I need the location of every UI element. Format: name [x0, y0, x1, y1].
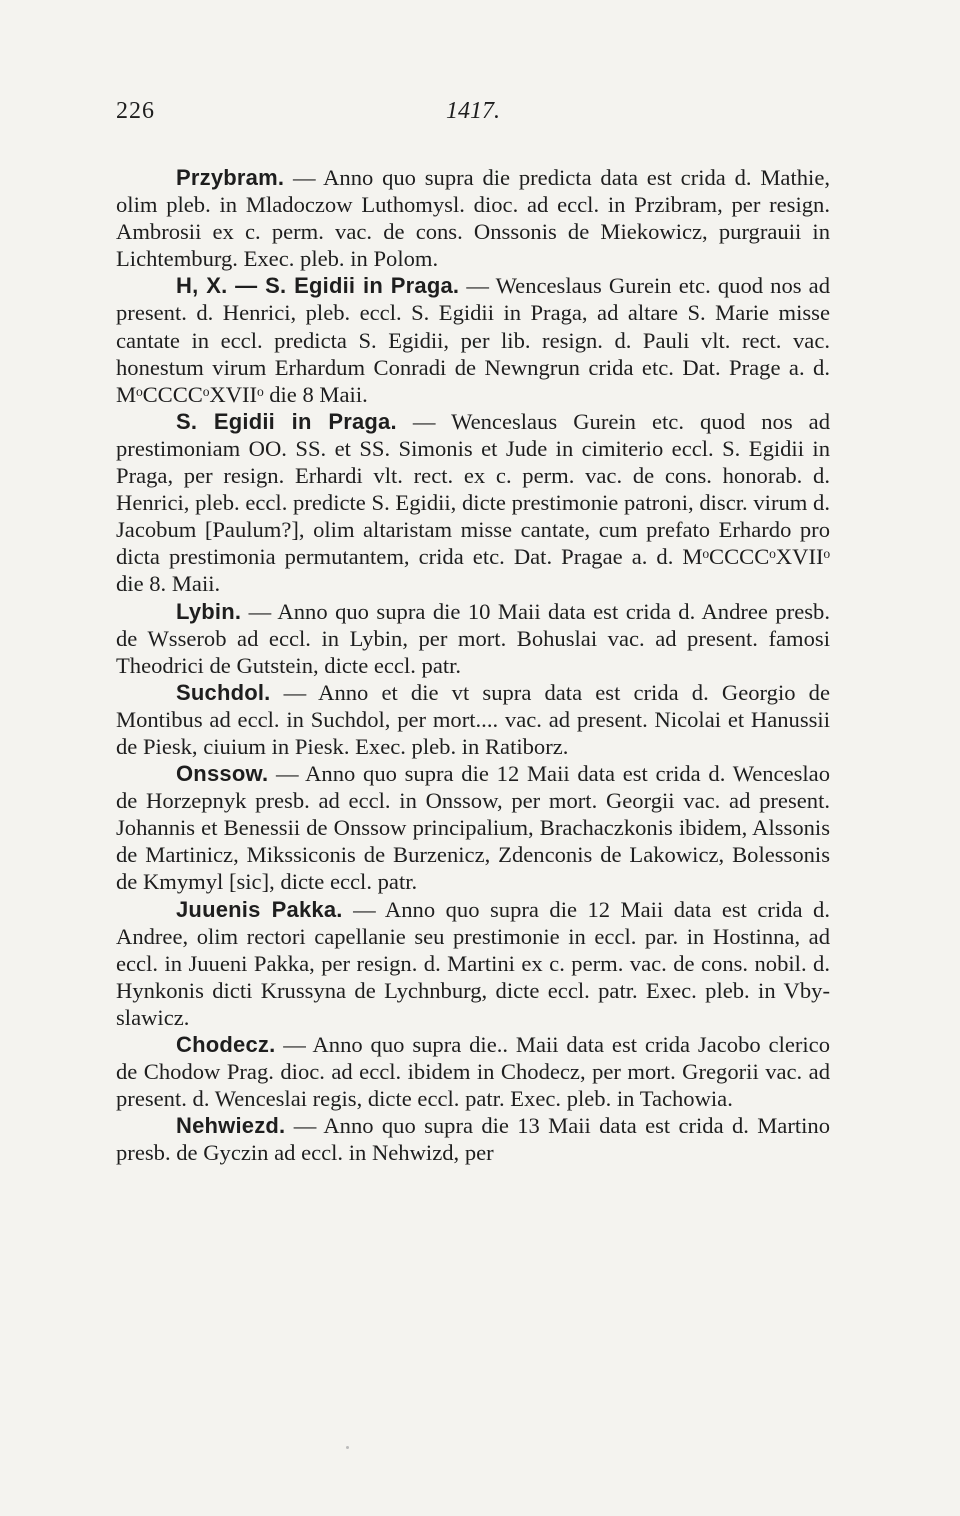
entry-heading: S. Egidii in Praga. [176, 408, 397, 434]
entry-lybin [116, 598, 830, 679]
page-header [116, 98, 830, 134]
entry-chodecz [116, 1031, 830, 1112]
entry-text: — Anno quo supra die predicta data est crida d. Mathie, olim pleb. in Mladoczow Luthomysl. dioc. ad eccl. in Przibram, per resign. Ambrosii ex c. perm. vac. de cons. Onssonis de Miekowicz, purgrauii in Lichtemburg. Exec. pleb. in Polom. [116, 165, 830, 272]
entry-s-egidii-1 [116, 272, 830, 407]
entry-juuenis-pakka [116, 896, 830, 1031]
entry-text: — Wenceslaus Gurein etc. quod nos ad prestimoniam OO. SS. et SS. Simonis et Jude in cimiterio eccl. S. Egidii in Praga, per resign. Erhardi vlt. rect. ex c. perm. vac. de cons. honorab. d. Henrici, pleb. eccl. predicte S. Egidii, dicte prestimonie patroni, discr. virum d. Jacobum [Paulum?], olim altaristam misse cantate, cum prefato Erhardo pro dicta prestimonia permutantem, crida etc. Dat. Pragae a. d. MᵒCCCCᵒXVIIᵒ die 8. Maii. [116, 408, 830, 597]
entry-text: — Anno quo supra die 12 Maii data est crida d. Andree, olim rectori capellanie seu prestimonie in eccl. par. in Hostinna, ad eccl. in Juueni Pakka, per resign. d. Martini ex c. perm. vac. de cons. nobil. d. Hynkonis dicti Krussyna de Lychnburg, dicte eccl. patr. Exec. pleb. in Vbyslawicz. [116, 896, 830, 1030]
entry-przybram [116, 164, 830, 272]
running-head-year: 1417. [446, 98, 500, 124]
entry-heading: Przybram. [176, 165, 285, 190]
entry-text: — Anno quo supra die 10 Maii data est crida d. Andree presb. de Wsserob ad eccl. in Lybin, per mort. Bohuslai vac. ad present. famosi Theodrici de Gutstein, dicte eccl. patr. [116, 598, 830, 678]
entry-heading: Lybin. [176, 598, 242, 624]
entry-s-egidii-2 [116, 408, 830, 598]
page-number: 226 [116, 98, 155, 124]
entry-text: — Anno quo supra die.. Maii data est crida Jacobo clerico de Chodow Prag. dioc. ad eccl. ibidem in Chodecz, per mort. Gregorii vac. ad present. d. Wenceslai regis, dicte eccl. patr. Exec. pleb. in Tachowia. [116, 1032, 830, 1112]
entry-heading: H, X. — S. Egidii in Praga. [176, 273, 460, 299]
entry-heading: Nehwiezd. [176, 1113, 286, 1139]
body-text [116, 164, 830, 1166]
entry-nehwiezd [116, 1112, 830, 1166]
entry-text: — Anno quo supra die 12 Maii data est crida d. Wenceslao de Horzepnyk presb. ad eccl. in Onssow, per mort. Georgii vac. ad present. Johannis et Benessii de Onssow principalium, Brachaczkonis ibidem, Alssonis de Martinicz, Mikssiconis de Burzenicz, Zdenconis de Lakowicz, Bolessonis de Kmymyl [sic], dicte eccl. patr. [116, 761, 830, 895]
entry-text: — Anno quo supra die 13 Maii data est crida d. Martino presb. de Gyczin ad eccl. in Nehwizd, per [116, 1113, 830, 1166]
entry-onssow [116, 760, 830, 895]
entry-heading: Suchdol. [176, 679, 271, 705]
scan-speck [346, 1446, 349, 1449]
entry-heading: Juuenis Pakka. [176, 896, 343, 922]
entry-text: — Wenceslaus Gurein etc. quod nos ad present. d. Henrici, pleb. eccl. S. Egidii in Praga, ad altare S. Marie misse cantate in eccl. predicta S. Egidii, per lib. resign. d. Pauli vlt. rect. vac. honestum virum Erhardum Conradi de Newngrun crida etc. Dat. Prage a. d. MᵒCCCCᵒXVIIᵒ die 8 Maii. [116, 273, 830, 407]
entry-suchdol [116, 679, 830, 760]
entry-heading: Onssow. [176, 761, 269, 787]
entry-heading: Chodecz. [176, 1032, 276, 1057]
entry-text: — Anno et die vt supra data est crida d. Georgio de Montibus ad eccl. in Suchdol, per mort.... vac. ad present. Nicolai et Hanussii de Piesk, ciuium in Piesk. Exec. pleb. in Ratiborz. [116, 679, 830, 759]
